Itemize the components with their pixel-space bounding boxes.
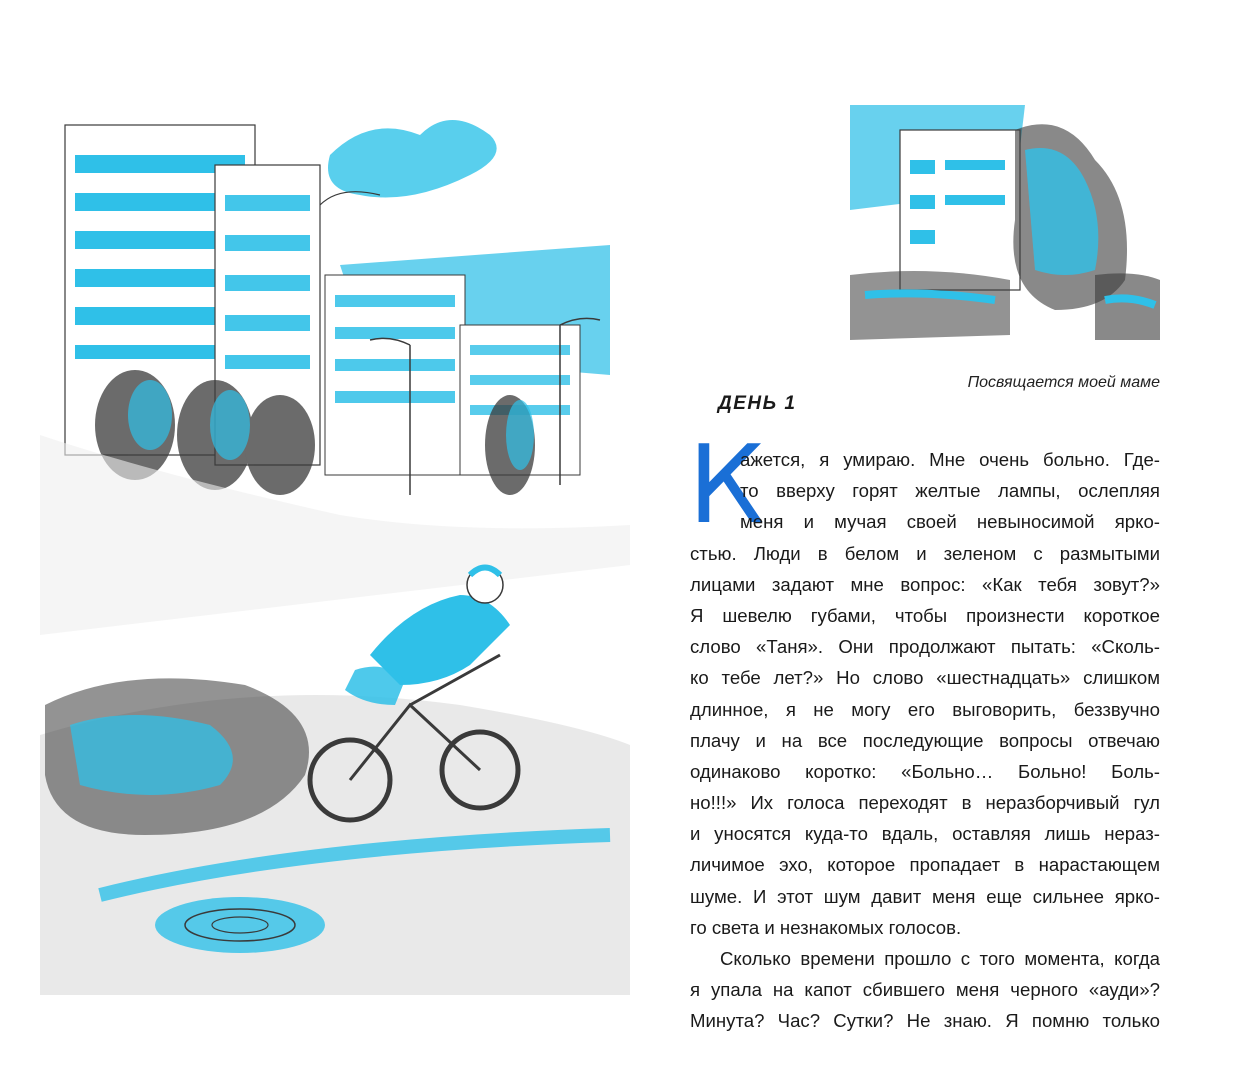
courtyard-illustration — [845, 100, 1165, 345]
text-line: слово «Таня». Они продолжают пытать: «Сколь- — [690, 636, 1160, 658]
dedication: Посвящается моей маме — [967, 374, 1160, 391]
text-line: и уносятся куда-то вдаль, оставляя лишь нераз- — [690, 823, 1160, 845]
text-line: Я шевелю губами, чтобы произнести короткое — [690, 604, 1160, 626]
text-line: го света и незнакомых голосов. — [690, 916, 962, 938]
text-line: но!!!» Их голоса переходят в неразборчивый гул — [690, 792, 1160, 814]
text-line: стью. Люди в белом и зеленом с размытыми — [690, 542, 1160, 564]
text-line: я упала на капот сбившего меня черного «ауди»? — [690, 979, 1160, 1001]
text-line: ажется, я умираю. Мне очень больно. Где- — [740, 449, 1160, 470]
text-line: Минута? Час? Сутки? Не знаю. Я помню только — [690, 1010, 1160, 1032]
text-line: Сколько времени прошло с того момента, когда — [720, 948, 1160, 969]
text-line: то вверху горят желтые лампы, ослепляя — [740, 480, 1160, 502]
text-line: ко тебе лет?» Но слово «шестнадцать» слишком — [690, 667, 1160, 689]
text-line: шуме. И этот шум давит меня еще сильнее ярко- — [690, 885, 1160, 907]
text-line: меня и мучая своей невыносимой ярко- — [740, 511, 1160, 533]
street-cyclist-illustration — [40, 95, 630, 1065]
text-line: лицами задают мне вопрос: «Как тебя зовут?» — [690, 573, 1160, 595]
chapter-title: ДЕНЬ 1 — [718, 393, 797, 414]
text-line: одинаково коротко: «Больно… Больно! Боль- — [690, 760, 1160, 782]
text-line: длинное, я не могу его выговорить, беззвучно — [690, 698, 1160, 720]
text-line: плачу и на все последующие вопросы отвечаю — [690, 729, 1160, 751]
body-text — [690, 444, 1160, 1037]
text-line: личимое эхо, которое пропадает в нарастающем — [690, 854, 1160, 876]
drop-cap: К — [688, 423, 765, 548]
